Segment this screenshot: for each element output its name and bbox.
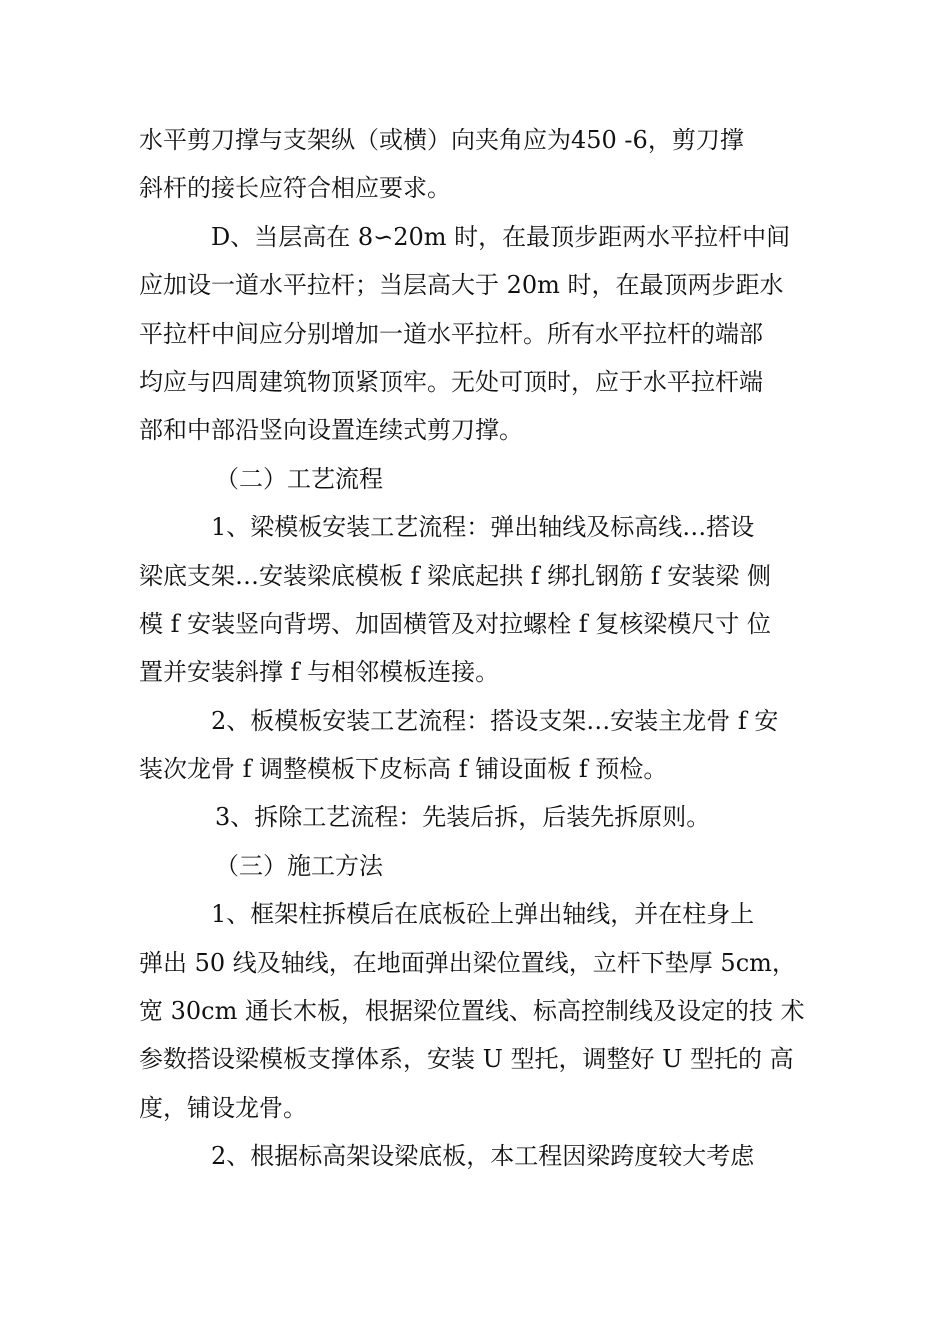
text-line: 置并安装斜撑 f 与相邻模板连接。 <box>139 658 500 687</box>
body-text <box>139 116 829 1181</box>
section-heading-process-flow <box>139 455 829 503</box>
text-line: 装次龙骨 f 调整模板下皮标高 f 铺设面板 f 预检。 <box>139 755 668 784</box>
section-heading: （三）施工方法 <box>215 851 383 880</box>
text-line: 斜杆的接长应符合相应要求。 <box>139 174 451 203</box>
text-line: 模 f 安装竖向背塄、加固横管及对拉螺栓 f 复核梁模尺寸 位 <box>139 609 771 638</box>
text-line: 参数搭设梁模板支撑体系，安装 U 型托，调整好 U 型托的 高 <box>139 1045 794 1074</box>
text-line: 水平剪刀撑与支架纵（或横）向夹角应为450 -6，剪刀撑 <box>139 126 744 154</box>
paragraph-slab-formwork-flow <box>139 697 829 794</box>
text-line: 1、梁模板安装工艺流程：弹出轴线及标高线…搭设 <box>211 513 755 542</box>
text-line: 3、拆除工艺流程：先装后拆，后装先拆原则。 <box>215 803 711 832</box>
text-line: 宽 30cm 通长木板，根据梁位置线、标高控制线及设定的技 术 <box>139 997 805 1026</box>
text-line: 度，铺设龙骨。 <box>139 1093 307 1122</box>
paragraph-column-layout <box>139 890 829 1132</box>
text-line: 2、板模板安装工艺流程：搭设支架…安装主龙骨 f 安 <box>211 706 779 735</box>
paragraph-removal-flow <box>139 793 829 841</box>
text-line: 部和中部沿竖向设置连续式剪刀撑。 <box>139 416 523 445</box>
text-line: 应加设一道水平拉杆；当层高大于 20m 时，在最顶两步距水 <box>139 271 784 300</box>
paragraph-beam-bottom <box>139 1132 829 1180</box>
paragraph-scissor-brace <box>139 116 829 213</box>
paragraph-beam-formwork-flow <box>139 503 829 697</box>
section-heading-construction-method <box>139 842 829 890</box>
section-heading: （二）工艺流程 <box>215 464 383 493</box>
text-line: 弹出 50 线及轴线，在地面弹出梁位置线，立杆下垫厚 5cm， <box>139 948 796 977</box>
text-line: 平拉杆中间应分别增加一道水平拉杆。所有水平拉杆的端部 <box>139 319 763 348</box>
text-line: 均应与四周建筑物顶紧顶牢。无处可顶时，应于水平拉杆端 <box>139 367 763 396</box>
paragraph-item-d <box>139 213 829 455</box>
text-line: 2、根据标高架设梁底板，本工程因梁跨度较大考虑 <box>211 1142 755 1171</box>
text-line: 梁底支架…安装梁底模板 f 梁底起拱 f 绑扎钢筋 f 安装梁 侧 <box>139 561 772 590</box>
text-line: 1、框架柱拆模后在底板砼上弹出轴线，并在柱身上 <box>211 900 755 929</box>
text-line: D、当层高在 8∽20m 时，在最顶步距两水平拉杆中间 <box>211 222 791 251</box>
